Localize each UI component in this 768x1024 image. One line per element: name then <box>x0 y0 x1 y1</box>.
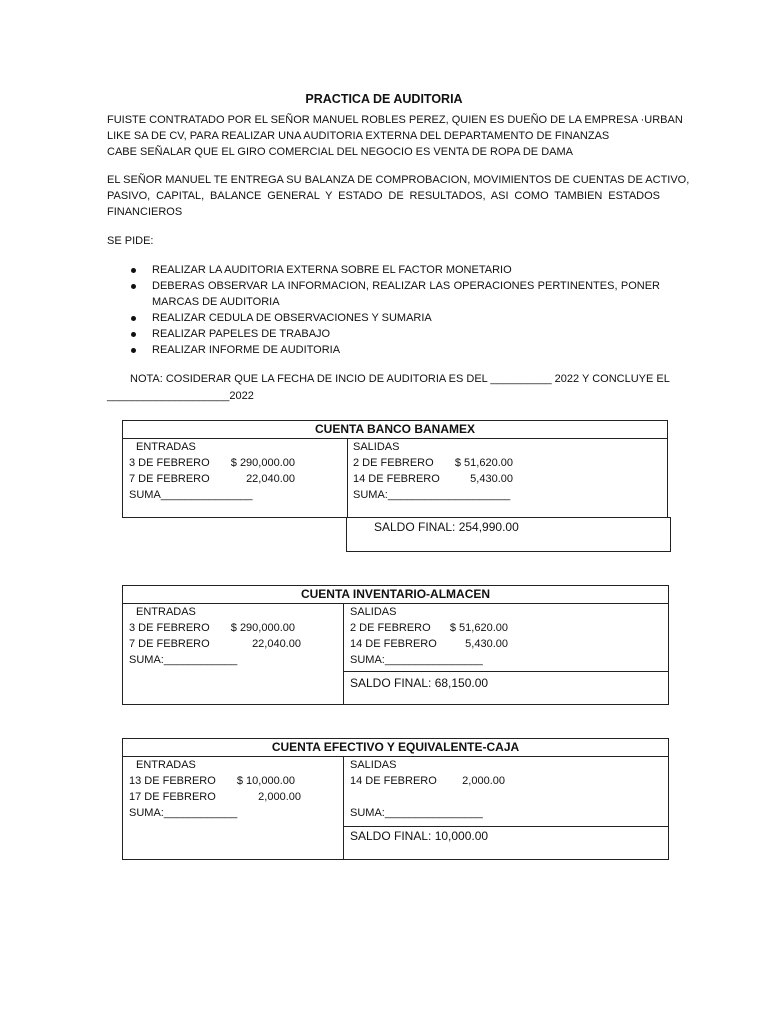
entrada-amount: 22,040.00 <box>246 473 295 485</box>
entradas-suma: SUMA:____________ <box>129 807 238 819</box>
saldo-final: SALDO FINAL: 254,990.00 <box>374 520 519 534</box>
intro-line-2: LIKE SA DE CV, PARA REALIZAR UNA AUDITORIA EXTERNA DEL DEPARTAMENTO DE FINANZAS <box>107 130 610 142</box>
list-item-text: REALIZAR CEDULA DE OBSERVACIONES Y SUMARIA <box>152 312 432 324</box>
entrada-date: 3 DE FEBRERO <box>129 622 210 634</box>
account-title: CUENTA EFECTIVO Y EQUIVALENTE-CAJA <box>271 740 520 754</box>
delivery-line-3: FINANCIEROS <box>107 206 183 218</box>
account-title: CUENTA INVENTARIO-ALMACEN <box>300 587 491 601</box>
salida-date: 14 DE FEBRERO <box>350 775 437 787</box>
entradas-suma: SUMA:____________ <box>129 654 238 666</box>
salida-amount: 5,430.00 <box>465 638 508 650</box>
account-table-caja <box>122 738 669 860</box>
list-item-text: REALIZAR PAPELES DE TRABAJO <box>152 328 331 340</box>
entrada-amount: $ 290,000.00 <box>230 457 295 469</box>
account-table-banco <box>122 420 668 518</box>
bullet-icon <box>131 316 136 321</box>
salida-amount: $ 51,620.00 <box>454 457 513 469</box>
account-table-inventario <box>122 585 669 705</box>
salidas-suma: SUMA:________________ <box>350 654 483 666</box>
salidas-suma: SUMA:________________ <box>350 807 483 819</box>
requirements-list <box>107 262 660 358</box>
entrada-amount: $ 10,000.00 <box>236 775 295 787</box>
entrada-amount: $ 290,000.00 <box>230 622 295 634</box>
entradas-label: ENTRADAS <box>136 759 196 771</box>
salida-date: 14 DE FEBRERO <box>350 638 437 650</box>
entrada-amount: 22,040.00 <box>252 638 301 650</box>
divider <box>343 603 344 705</box>
divider <box>343 671 668 672</box>
nota-paragraph <box>130 371 670 387</box>
intro-line-1: FUISTE CONTRATADO POR EL SEÑOR MANUEL ROBLES PEREZ, QUIEN ES DUEÑO DE LA EMPRESA ·URBAN <box>107 114 683 126</box>
entrada-date: 17 DE FEBRERO <box>129 791 216 803</box>
salida-amount: 2,000.00 <box>462 775 505 787</box>
intro-paragraph <box>107 112 683 160</box>
nota-paragraph-2 <box>107 388 660 404</box>
entrada-amount: 2,000.00 <box>258 791 301 803</box>
delivery-line-1: EL SEÑOR MANUEL TE ENTREGA SU BALANZA DE COMPROBACION, MOVIMIENTOS DE CUENTAS DE ACTIVO, <box>107 174 690 186</box>
entrada-date: 13 DE FEBRERO <box>129 775 216 787</box>
page-title: PRACTICA DE AUDITORIA <box>305 92 463 106</box>
intro-line-3: CABE SEÑALAR QUE EL GIRO COMERCIAL DEL NEGOCIO ES VENTA DE ROPA DE DAMA <box>107 146 573 158</box>
list-item <box>107 310 660 326</box>
list-item-text: DEBERAS OBSERVAR LA INFORMACION, REALIZAR LAS OPERACIONES PERTINENTES, PONER MARCAS DE AUDITORIA <box>152 280 660 308</box>
divider <box>343 826 668 827</box>
delivery-paragraph <box>107 172 690 220</box>
list-item <box>107 262 660 278</box>
salidas-label: SALIDAS <box>350 759 397 771</box>
list-item <box>107 326 660 342</box>
salidas-suma: SUMA:____________________ <box>353 489 511 501</box>
bullet-icon <box>131 332 136 337</box>
salida-amount: 5,430.00 <box>470 473 513 485</box>
entrada-date: 3 DE FEBRERO <box>129 457 210 469</box>
list-item-text: REALIZAR INFORME DE AUDITORIA <box>152 344 341 356</box>
nota-line-1: NOTA: COSIDERAR QUE LA FECHA DE INCIO DE AUDITORIA ES DEL __________ 2022 Y CONCLUYE EL <box>130 373 670 385</box>
entrada-date: 7 DE FEBRERO <box>129 638 210 650</box>
list-item <box>107 342 660 358</box>
list-item-text: REALIZAR LA AUDITORIA EXTERNA SOBRE EL FACTOR MONETARIO <box>152 264 512 276</box>
divider <box>343 756 344 860</box>
bullet-icon <box>131 284 136 289</box>
saldo-final: SALDO FINAL: 68,150.00 <box>350 676 489 690</box>
bullet-icon <box>131 348 136 353</box>
salida-date: 2 DE FEBRERO <box>353 457 434 469</box>
account-title: CUENTA BANCO BANAMEX <box>315 422 475 436</box>
salida-date: 2 DE FEBRERO <box>350 622 431 634</box>
nota-line-2: ____________________2022 <box>107 390 254 402</box>
salida-amount: $ 51,620.00 <box>449 622 508 634</box>
salidas-label: SALIDAS <box>353 441 400 453</box>
entradas-label: ENTRADAS <box>136 441 196 453</box>
salida-date: 14 DE FEBRERO <box>353 473 440 485</box>
entrada-date: 7 DE FEBRERO <box>129 473 210 485</box>
saldo-final: SALDO FINAL: 10,000.00 <box>350 829 489 843</box>
bullet-icon <box>131 268 136 273</box>
divider <box>347 438 348 518</box>
se-pide-heading: SE PIDE: <box>107 235 154 247</box>
saldo-box-banco <box>346 517 671 552</box>
delivery-line-2: PASIVO, CAPITAL, BALANCE GENERAL Y ESTADO DE RESULTADOS, ASI COMO TAMBIEN ESTADOS <box>107 190 660 202</box>
list-item <box>107 278 660 310</box>
entradas-label: ENTRADAS <box>136 606 196 618</box>
entradas-suma: SUMA_______________ <box>129 489 253 501</box>
salidas-label: SALIDAS <box>350 606 397 618</box>
